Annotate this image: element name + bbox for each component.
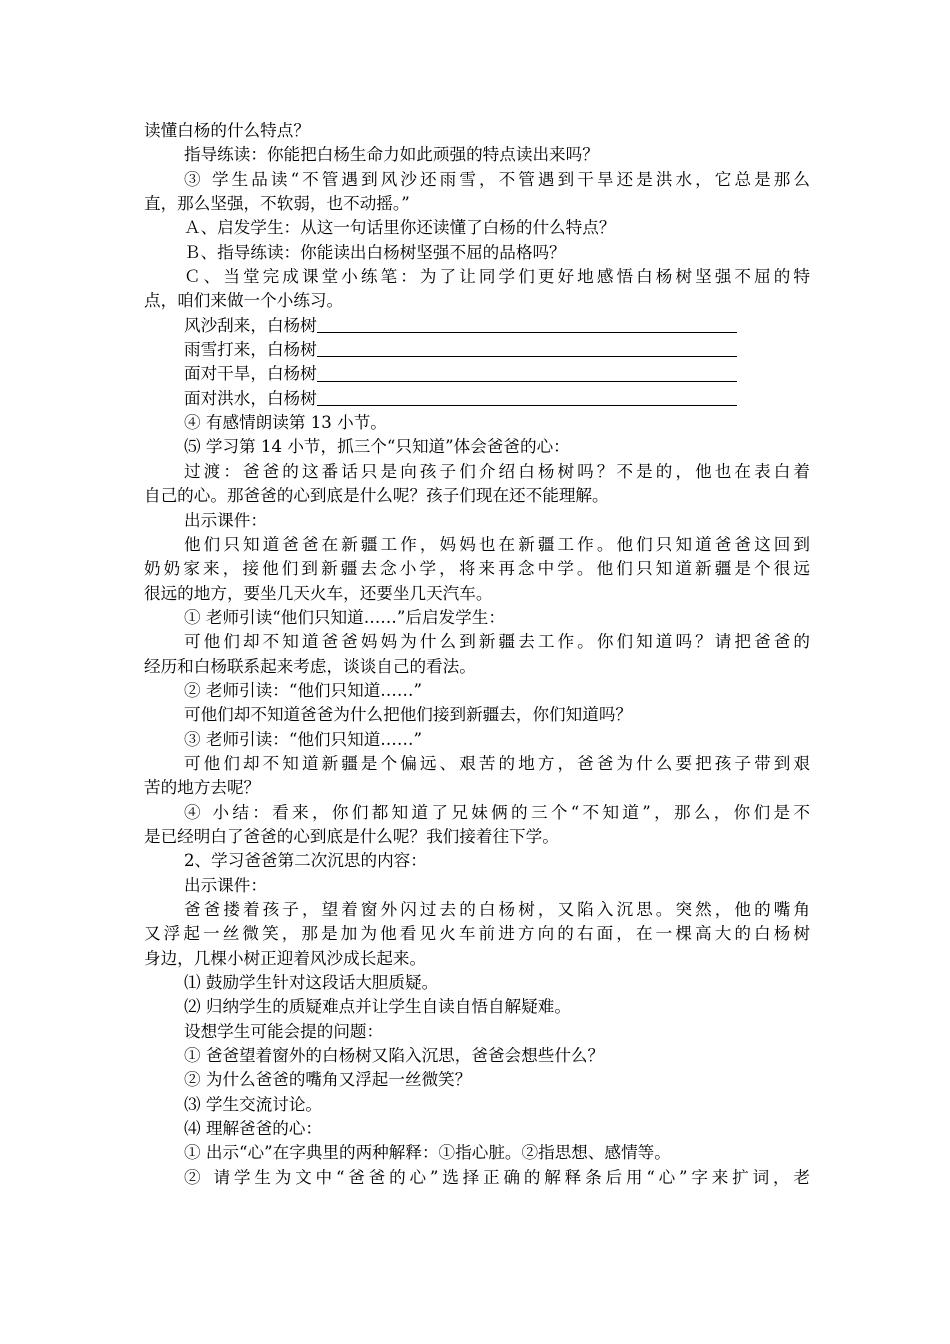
text-line: 点，咱们来做一个小练习。 bbox=[144, 291, 344, 311]
text-line: ⑶ 学生交流讨论。 bbox=[184, 1094, 323, 1114]
text-line: 2、学习爸爸第二次沉思的内容： bbox=[184, 851, 427, 871]
text-line: Ｃ、当堂完成课堂小练笔：为了让同学们更好地感悟白杨树坚强不屈的特 bbox=[184, 267, 810, 287]
fill-in-label: 雨雪打来，白杨树 bbox=[184, 340, 317, 360]
text-line: 很远的地方，要坐几天火车，还要坐几天汽车。 bbox=[144, 583, 493, 603]
text-line: 身边，几棵小树正迎着风沙成长起来。 bbox=[144, 948, 427, 968]
text-line: 读懂白杨的什么特点？ bbox=[144, 121, 310, 140]
text-line: ① 出示“心”在字典里的两种解释：①指心脏。②指思想、感情等。 bbox=[184, 1143, 671, 1163]
text-line: ① 爸爸望着窗外的白杨树又陷入沉思，爸爸会想些什么？ bbox=[184, 1046, 605, 1066]
text-line: ② 为什么爸爸的嘴角又浮起一丝微笑？ bbox=[184, 1070, 472, 1090]
text-line: 是已经明白了爸爸的心到底是什么呢？我们接着往下学。 bbox=[144, 826, 559, 846]
text-line: ② 老师引读：“他们只知道……” bbox=[184, 680, 422, 700]
text-line: 爸爸搂着孩子，望着窗外闪过去的白杨树，又陷入沉思。突然，他的嘴角 bbox=[184, 900, 810, 919]
fill-in-label: 风沙刮来，白杨树 bbox=[184, 315, 317, 335]
fill-in-row bbox=[144, 314, 810, 338]
text-line: 指导练读：你能把白杨生命力如此顽强的特点读出来吗？ bbox=[184, 145, 599, 165]
text-line: ③ 老师引读：“他们只知道……” bbox=[184, 729, 422, 749]
text-line: ① 老师引读“他们只知道……”后启发学生： bbox=[184, 607, 505, 627]
text-line: 出示课件： bbox=[184, 510, 267, 530]
text-line: 苦的地方去呢？ bbox=[144, 778, 261, 798]
text-line: 经历和白杨联系起来考虑，谈谈自己的看法。 bbox=[144, 656, 476, 676]
text-line: ② 请学生为文中“爸爸的心”选择正确的解释条后用“心”字来扩词，老 bbox=[184, 1167, 810, 1187]
fill-in-blank bbox=[317, 316, 737, 333]
fill-in-label: 面对干旱，白杨树 bbox=[184, 364, 317, 384]
fill-in-row bbox=[144, 387, 810, 411]
text-line: ④ 有感情朗读第 13 小节。 bbox=[184, 413, 387, 433]
text-line: ④ 小结：看来，你们都知道了兄妹俩的三个“不知道”，那么，你们是不 bbox=[184, 802, 810, 822]
text-line: ⑴ 鼓励学生针对这段话大胆质疑。 bbox=[184, 973, 439, 993]
text-line: 出示课件： bbox=[184, 875, 267, 895]
text-line: 设想学生可能会提的问题： bbox=[184, 1021, 384, 1041]
text-line: 过渡：爸爸的这番话只是向孩子们介绍白杨树吗？不是的，他也在表白着 bbox=[184, 461, 810, 481]
text-line: 可他们却不知道爸爸为什么把他们接到新疆去，你们知道吗？ bbox=[184, 705, 633, 725]
text-line: 奶奶家来，接他们到新疆去念小学，将来再念中学。他们只知道新疆是个很远 bbox=[144, 559, 810, 579]
fill-in-blank bbox=[317, 340, 737, 357]
text-line: 他们只知道爸爸在新疆工作，妈妈也在新疆工作。他们只知道爸爸这回到 bbox=[184, 534, 810, 554]
text-line: 直，那么坚强，不软弱，也不动摇。” bbox=[144, 194, 410, 214]
text-line: Ａ、启发学生：从这一句话里你还读懂了白杨的什么特点？ bbox=[184, 218, 616, 238]
document-page bbox=[144, 119, 810, 1190]
text-line: ③ 学生品读“不管遇到风沙还雨雪，不管遇到干旱还是洪水，它总是那么 bbox=[184, 169, 810, 189]
text-line: 可他们却不知道爸爸妈妈为什么到新疆去工作。你们知道吗？请把爸爸的 bbox=[184, 632, 810, 652]
fill-in-row bbox=[144, 338, 810, 362]
text-line: 可他们却不知道新疆是个偏远、艰苦的地方，爸爸为什么要把孩子带到艰 bbox=[184, 753, 810, 773]
fill-in-blank bbox=[317, 389, 737, 406]
fill-in-row bbox=[144, 362, 810, 386]
text-line: ⑵ 归纳学生的质疑难点并让学生自读自悟自解疑难。 bbox=[184, 997, 571, 1017]
text-line: 自己的心。那爸爸的心到底是什么呢？孩子们现在还不能理解。 bbox=[144, 486, 609, 506]
text-line: 又浮起一丝微笑，那是加为他看见火车前进方向的右面，在一棵高大的白杨树 bbox=[144, 924, 810, 944]
fill-in-blank bbox=[317, 365, 737, 382]
text-line: ⑸ 学习第 14 小节，抓三个“只知道”体会爸爸的心： bbox=[184, 437, 570, 457]
text-line: ⑷ 理解爸爸的心： bbox=[184, 1119, 323, 1139]
text-line: Ｂ、指导练读：你能读出白杨树坚强不屈的品格吗？ bbox=[184, 242, 566, 262]
fill-in-label: 面对洪水，白杨树 bbox=[184, 388, 317, 408]
